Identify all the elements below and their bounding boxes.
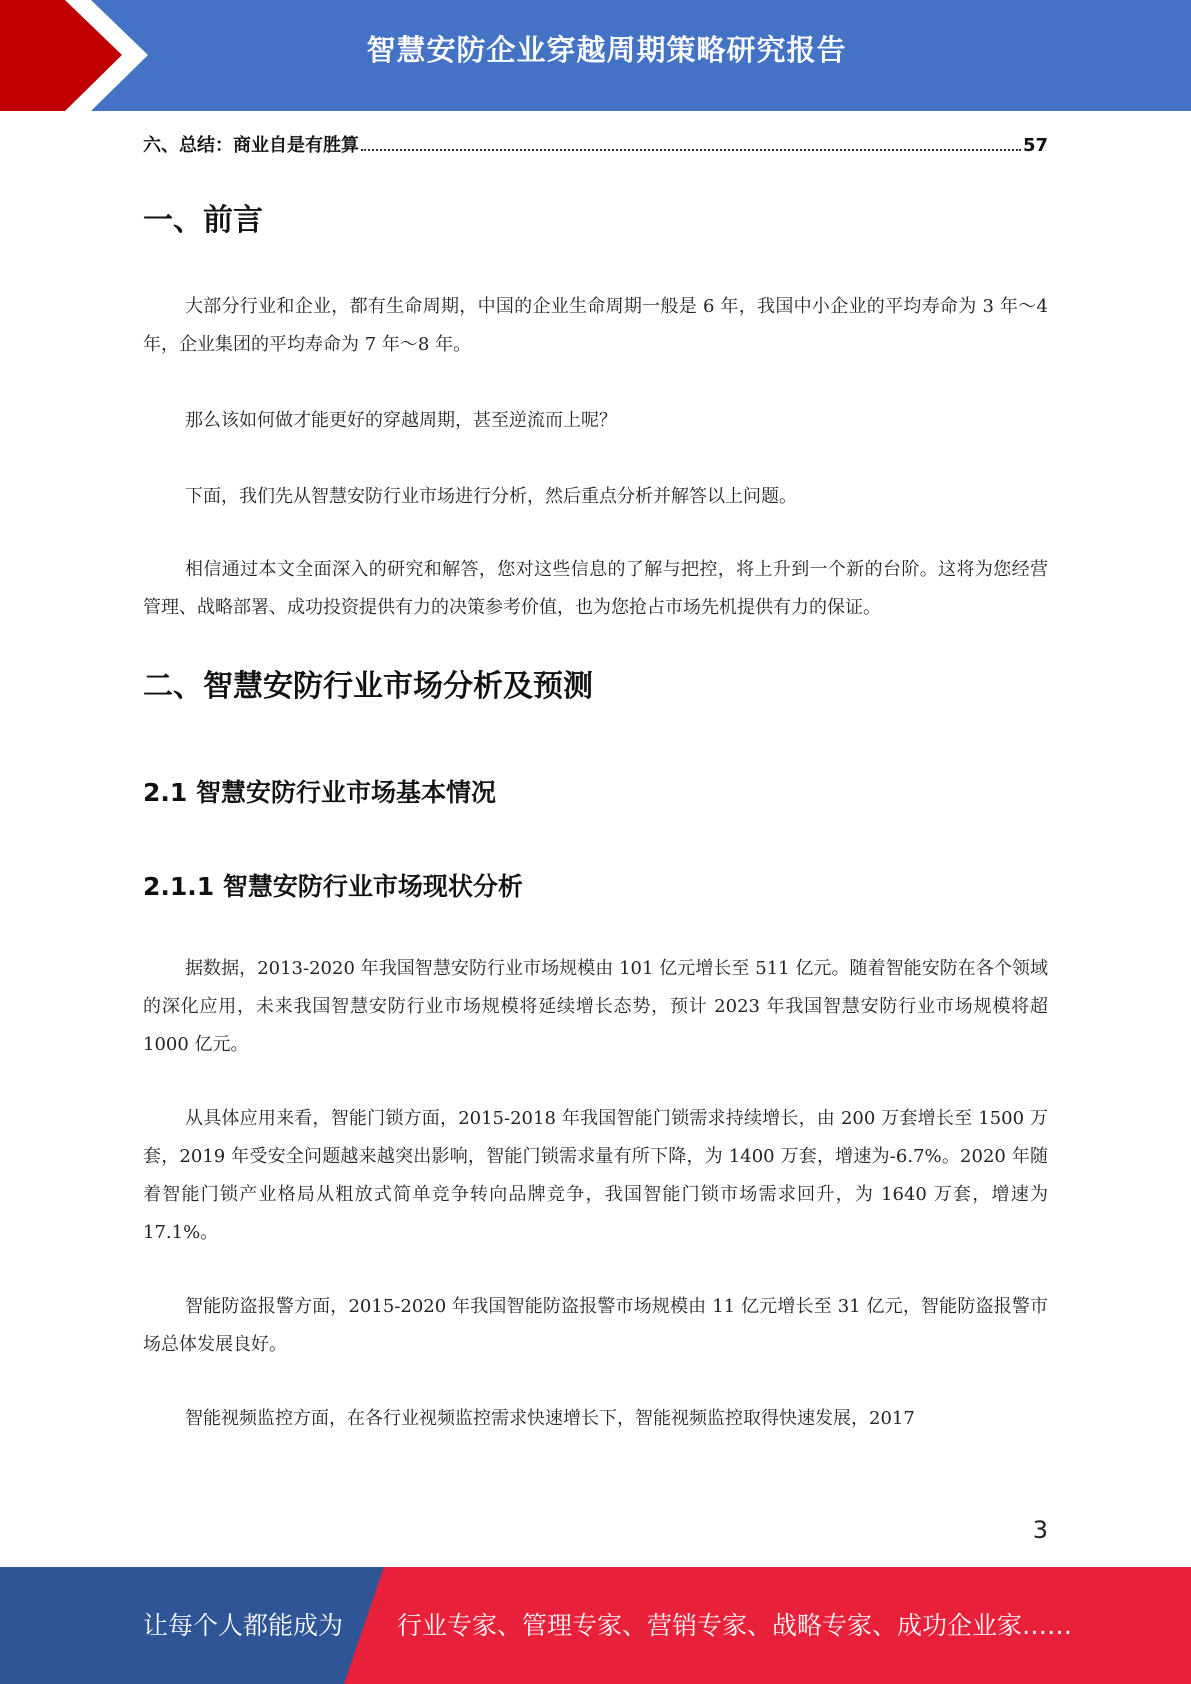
subsection-heading-2-1: 2.1 智慧安防行业市场基本情况: [143, 778, 496, 807]
body-paragraph: 那么该如何做才能更好的穿越周期，甚至逆流而上呢？: [185, 410, 617, 431]
page-number: 3: [1032, 1516, 1048, 1544]
body-paragraph: 从具体应用来看，智能门锁方面，2015-2018 年我国智能门锁需求持续增长，由 200 万套增长至 1500 万套，2019 年受安全问题越来越突出影响，智能门锁需求量有所下降，为 1400 万套，增速为-6.7%。2020 年随着智能门锁产业格局从粗放式简单竞争转向品牌竞争，我国智能门锁市场需求回升，为 1640 万套，增速为 17.1%。: [143, 1108, 1048, 1243]
body-paragraph: 智能视频监控方面，在各行业视频监控需求快速增长下，智能视频监控取得快速发展，2017: [185, 1408, 915, 1429]
footer-slogan-left: 让每个人都能成为: [143, 1611, 344, 1640]
page-footer: [0, 1567, 1191, 1684]
page-content: [143, 111, 1048, 1438]
footer-slogan-right: 行业专家、管理专家、营销专家、战略专家、成功企业家……: [397, 1611, 1073, 1640]
body-paragraph: 据数据，2013-2020 年我国智慧安防行业市场规模由 101 亿元增长至 511 亿元。随着智能安防在各个领域的深化应用，未来我国智慧安防行业市场规模将延续增长态势，预计 2023 年我国智慧安防行业市场规模将超 1000 亿元。: [143, 958, 1048, 1055]
body-paragraph: 相信通过本文全面深入的研究和解答，您对这些信息的了解与把控，将上升到一个新的台阶。这将为您经营管理、战略部署、成功投资提供有力的决策参考价值，也为您抢占市场先机提供有力的保证。: [143, 559, 1048, 618]
section-heading-preface: 一、前言: [143, 203, 263, 238]
body-paragraph: 智能防盗报警方面，2015-2020 年我国智能防盗报警市场规模由 11 亿元增长至 31 亿元，智能防盗报警市场总体发展良好。: [143, 1296, 1048, 1355]
section-heading-market-analysis: 二、智慧安防行业市场分析及预测: [143, 669, 593, 704]
subsection-heading-2-1-1: 2.1.1 智慧安防行业市场现状分析: [143, 872, 523, 901]
body-paragraph: 大部分行业和企业，都有生命周期，中国的企业生命周期一般是 6 年，我国中小企业的平均寿命为 3 年～4 年，企业集团的平均寿命为 7 年～8 年。: [143, 296, 1048, 355]
toc-entry-page: 57: [1022, 135, 1048, 156]
body-paragraph: 下面，我们先从智慧安防行业市场进行分析，然后重点分析并解答以上问题。: [185, 486, 797, 507]
toc-entry-label: 六、总结：商业自是有胜算: [143, 135, 359, 156]
page-header: [0, 0, 1191, 111]
toc-entry[interactable]: [143, 131, 1048, 157]
report-title: 智慧安防企业穿越周期策略研究报告: [366, 33, 847, 67]
toc-dot-leader: [361, 148, 1021, 151]
